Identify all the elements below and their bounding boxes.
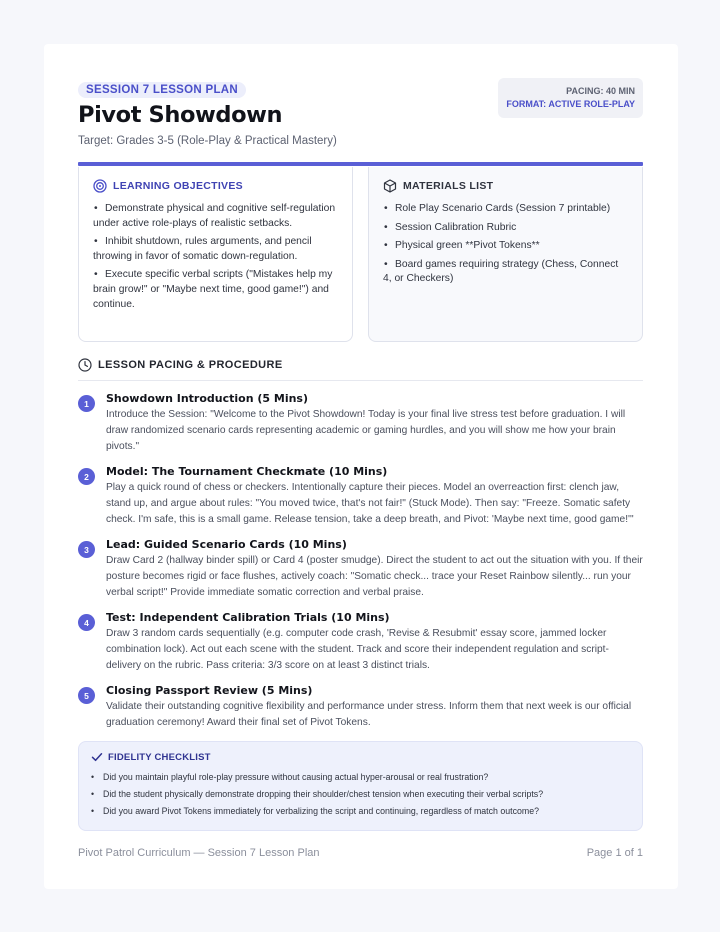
step-title: Lead: Guided Scenario Cards (10 Mins) bbox=[106, 538, 347, 551]
list-item: • Role Play Scenario Cards (Session 7 printable) bbox=[384, 203, 611, 214]
step-body: Play a quick round of chess or checkers. Intentionally capture their pieces. Model an overreaction first: clench jaw, stand up, and argue about rules: "You moved twice, that's not fair!" (Stuck Mode). Then say: "Freeze. Somatic safety check. I'm safe, this is a small game. Release tension, take a deep breath, and Pivot: 'Maybe next time, good game!'" bbox=[106, 482, 634, 525]
footer bbox=[78, 847, 643, 859]
box-icon bbox=[383, 179, 397, 193]
page-title: Pivot Showdown bbox=[78, 102, 283, 128]
step-number: 5 bbox=[78, 687, 95, 704]
list-item: • Execute specific verbal scripts ("Mistakes help my brain grow!" or "Maybe next time, good game!") and continue. bbox=[93, 269, 333, 310]
accent-rule bbox=[78, 162, 643, 166]
meta-box bbox=[498, 78, 643, 118]
check-icon bbox=[91, 751, 103, 763]
fidelity-checklist bbox=[78, 741, 643, 831]
step-title: Closing Passport Review (5 Mins) bbox=[106, 684, 313, 697]
procedure-steps bbox=[78, 391, 643, 731]
materials-heading: MATERIALS LIST bbox=[403, 180, 494, 192]
procedure-step bbox=[78, 683, 643, 731]
objectives-heading: LEARNING OBJECTIVES bbox=[113, 180, 243, 192]
format-label: FORMAT: ACTIVE ROLE-PLAY bbox=[506, 99, 635, 109]
step-body: Draw Card 2 (hallway binder spill) or Card 4 (poster smudge). Direct the student to act out the situation with you. If their posture becomes rigid or face flushes, actively coach: "Somatic check... trace your Reset Rainbow silently... run your verbal script!" Provide immediate somatic correction and verbal praise. bbox=[106, 555, 643, 598]
step-number: 2 bbox=[78, 468, 95, 485]
header bbox=[78, 80, 643, 162]
step-title: Showdown Introduction (5 Mins) bbox=[106, 392, 308, 405]
target-audience: Target: Grades 3-5 (Role-Play & Practical Mastery) bbox=[78, 135, 337, 147]
objectives-list bbox=[93, 202, 338, 312]
list-item: • Inhibit shutdown, rules arguments, and pencil throwing in favor of somatic down-regulation. bbox=[93, 236, 312, 262]
materials-card bbox=[368, 167, 643, 342]
pacing-label: PACING: 40 MIN bbox=[566, 86, 635, 96]
objectives-header bbox=[93, 179, 338, 193]
procedure-step bbox=[78, 610, 643, 674]
objectives-card bbox=[78, 167, 353, 342]
lesson-plan-page bbox=[44, 44, 678, 889]
procedure-step bbox=[78, 391, 643, 455]
step-body: Validate their outstanding cognitive flexibility and performance under stress. Inform them that next week is our official graduation ceremony! Award their final set of Pivot Tokens. bbox=[106, 701, 632, 728]
materials-list bbox=[383, 202, 628, 287]
page-number: Page 1 of 1 bbox=[586, 847, 643, 859]
step-body: Draw 3 random cards sequentially (e.g. computer code crash, 'Revise & Resubmit' essay score, jammed locker combination lock). Act out each scene with the student. Track and score their independent regulation and script-delivery on the rubric. Pass criteria: 3/3 score on at least 3 distinct trials. bbox=[106, 628, 609, 671]
list-item: • Did you award Pivot Tokens immediately for verbalizing the script and continuing, regardless of match outcome? bbox=[91, 806, 539, 816]
checklist-header bbox=[91, 751, 630, 763]
clock-icon bbox=[78, 358, 92, 372]
step-body: Introduce the Session: "Welcome to the Pivot Showdown! Today is your final live stress test before graduation. I will draw randomized scenario cards representing academic or gaming hurdles, and you will show me how your brain pivots." bbox=[106, 409, 626, 452]
step-number: 4 bbox=[78, 614, 95, 631]
list-item: • Board games requiring strategy (Chess, Connect 4, or Checkers) bbox=[383, 258, 619, 285]
checklist-list bbox=[91, 769, 630, 820]
procedure-header bbox=[78, 358, 643, 381]
procedure-heading: LESSON PACING & PROCEDURE bbox=[98, 359, 283, 371]
step-number: 1 bbox=[78, 395, 95, 412]
step-title: Test: Independent Calibration Trials (10 Mins) bbox=[106, 611, 390, 624]
list-item: • Did you maintain playful role-play pressure without causing actual hyper-arousal or real frustration? bbox=[91, 772, 489, 782]
session-pill: SESSION 7 LESSON PLAN bbox=[78, 82, 246, 98]
checklist-heading: FIDELITY CHECKLIST bbox=[108, 751, 211, 763]
step-number: 3 bbox=[78, 541, 95, 558]
cards-row bbox=[78, 167, 643, 342]
step-title: Model: The Tournament Checkmate (10 Mins) bbox=[106, 465, 388, 478]
list-item: • Demonstrate physical and cognitive self-regulation under active role-plays of realistic setbacks. bbox=[93, 203, 336, 229]
target-icon bbox=[93, 179, 107, 193]
procedure-step bbox=[78, 464, 643, 528]
footer-title: Pivot Patrol Curriculum — Session 7 Lesson Plan bbox=[78, 847, 320, 859]
list-item: • Physical green **Pivot Tokens** bbox=[384, 240, 540, 252]
list-item: • Did the student physically demonstrate dropping their shoulder/chest tension when executing their verbal scripts? bbox=[91, 789, 544, 799]
materials-header bbox=[383, 179, 628, 193]
list-item: • Session Calibration Rubric bbox=[384, 221, 517, 233]
procedure-step bbox=[78, 537, 643, 601]
